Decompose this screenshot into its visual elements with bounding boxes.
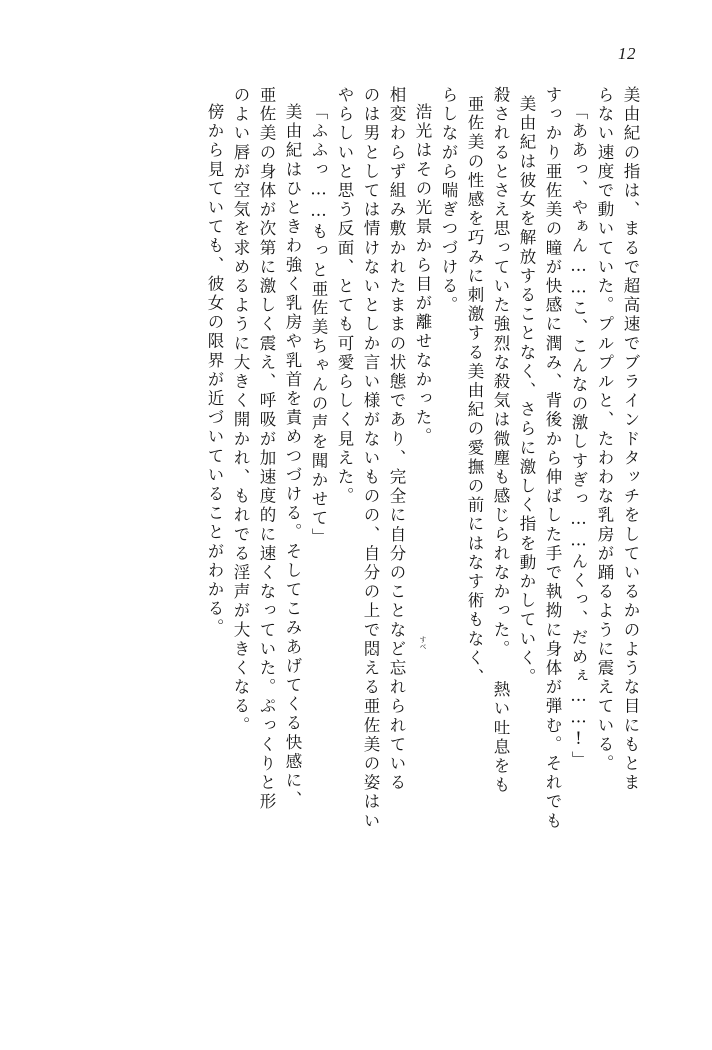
text-column: 「ふふっ……もっと亜佐美ちゃんの声を聞かせて」 [309,103,328,548]
text-column: やらしいと思う反面、とても可愛らしく見えた。 [335,86,354,507]
text-column: 「ああっ、やぁん……こ、こんなの激しすぎっ……んくっ、だめぇ……!」 [569,103,588,770]
text-column: らしながら喘ぎつづける。 [439,86,458,316]
text-column: 亜佐美の身体が次第に激しく震え、呼吸が加速度的に速くなっていた。ぷっくりと形 [257,86,276,812]
page-number: 12 [618,44,636,63]
ruby-annotation: すべ [419,636,427,650]
text-column: のよい唇が空気を求めるように大きく開かれ、もれでる淫声が大きくなる。 [231,86,250,736]
text-column: 相変わらず組み敷かれたままの状態であり、完全に自分のことなど忘れられている [387,86,406,793]
text-column: 美由紀はひときわ強く乳房や乳首を責めつづける。そしてこみあげてくる快感に、 [283,103,302,810]
text-column: のは男としては情けないとしか言い様がないものの、自分の上で悶える亜佐美の姿はい [361,86,380,831]
text-column: 傍から見ていても、彼女の限界が近づいていることがわかる。 [205,103,224,638]
text-column: すっかり亜佐美の瞳が快感に潤み、背後から伸ばした手で執拗に身体が弾む。それでも [543,86,562,831]
text-column: らない速度で動いていた。プルプルと、たわわな乳房が踊るように震えている。 [595,86,614,774]
text-column: 浩光はその光景から目が離せなかった。 [413,103,432,447]
text-column: 美由紀は彼女を解放することなく、さらに激しく指を動かしていく。 [517,95,536,688]
text-column: 殺されるとさえ思っていた強烈な殺気は微塵も感じられなかった。 熱い吐息をも [491,86,510,796]
text-column: 美由紀の指は、まるで超高速でブラインドタッチをしているかのような目にもとま [621,86,640,793]
vertical-text-block [74,86,638,966]
text-column: 亜佐美の性感を巧みに刺激する美由紀の愛撫の前にはなす術もなく、 [465,95,484,688]
